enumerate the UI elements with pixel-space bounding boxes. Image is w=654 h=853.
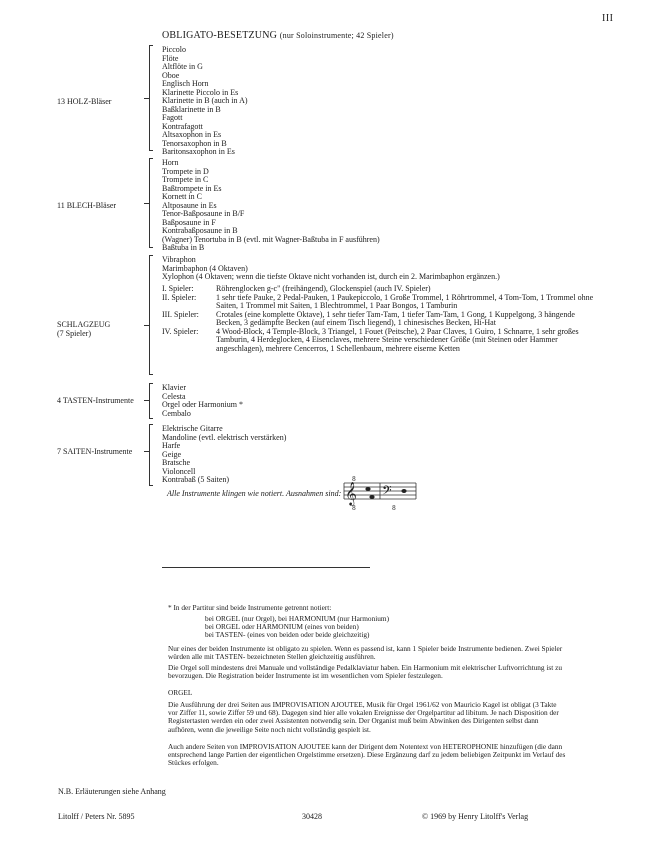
footnote-list [205,615,389,640]
list-item: Englisch Horn [162,79,209,88]
list-item: Baßklarinette in B [162,104,221,114]
percussion-players [162,285,596,353]
player-name: I. Spieler: [162,284,194,293]
player-row [162,294,596,311]
woodwinds-list [162,46,248,157]
footnote-paragraph-4: Auch andere Seiten von IMPROVISATION AJOUTEE kann der Dirigent dem Notentext von HETEROPHONIE hinzufügen (die dann entsprechend lange Partien der eigentlichen Orgelstimme ersetzen). Diese Ergänzung darf zu jedem beliebigen Zeitpunkt im Verlauf des Stückes erfolgen. [168,742,566,768]
publisher-number: Litolff / Peters Nr. 5895 [58,812,135,821]
list-item: Violoncell [162,466,196,476]
strings-brace [149,424,154,486]
list-item: Altsaxophon in Es [162,130,222,139]
page-number: III [602,13,614,24]
svg-text:𝄢: 𝄢 [382,483,392,501]
player-instruments: Röhrenglocken g-c" (freihängend), Glockenspiel (auch IV. Spieler) [216,284,431,293]
svg-text:𝄞: 𝄞 [345,481,357,505]
list-item: Kontrabaßposaune in B [162,226,238,235]
woodwinds-brace [149,45,154,151]
list-item: Fagott [162,113,183,122]
list-item: Baritonsaxophon in Es [162,147,235,156]
nb-note: N.B. Erläuterungen siehe Anhang [58,787,166,796]
player-instruments: 4 Wood-Block, 4 Temple-Block, 3 Triangel, 1 Fouet (Peitsche), 2 Paar Claves, 1 Guiro, 1 Schnarre, 1 sehr großes Tamburin, 4 Herdeglocken, 4 Eisenclaves, mehrere Steine verschiedener Größe (mit Steinen oder Hammer angeschlagen), mehrere Cencerros, 1 Schellenbaum, mehrere eiserne Ketten [216,326,579,353]
list-item: Piccolo [162,45,186,54]
percussion-list [162,256,500,282]
list-item: Klavier [162,383,186,392]
list-item: Elektrische Gitarre [162,424,223,433]
list-item: Kontrafagott [162,121,203,131]
svg-text:8: 8 [352,505,356,511]
keyboards-label: 4 TASTEN-Instrumente [57,396,134,405]
transposition-staff [342,475,418,516]
list-item: Baßtuba in B [162,243,205,252]
brass-brace [149,158,154,248]
list-item: bei ORGEL oder HARMONIUM (eines von beiden) [205,622,359,632]
list-item: Baßposaune in F [162,217,216,227]
list-item: Oboe [162,70,180,80]
strings-list [162,425,286,485]
footnote-paragraph-2: Die Orgel soll mindestens drei Manuale und vollständige Pedalklaviatur haben. Ein Harmonium mit elektrischer Luftvorrichtung ist zu bevorzugen. Die Registration beider Instrumente ist im wesentlichen vom Spieler festzulegen. [168,663,563,681]
list-item: Mandoline (evtl. elektrisch verstärken) [162,432,287,442]
brass-label: 11 BLECH-Bläser [57,201,117,210]
list-item: Flöte [162,53,179,63]
footnote-intro: * In der Partitur sind beide Instrumente getrennt notiert: [168,603,332,612]
list-item: Trompete in D [162,166,209,176]
list-item: Orgel oder Harmonium * [162,400,243,409]
footnote-paragraph-3: Die Ausführung der drei Seiten aus IMPROVISATION AJOUTEE, Musik für Orgel 1961/62 von Mauricio Kagel ist obligat (3 Takte vor Ziffer 11, sowie Ziffer 59 und 68). Dagegen sind hier alle vokalen Ereignisse der Orgelpartitur ad libitum. Je nach Disposition der Registertasten werden ein oder zwei Assistenten notwendig sein. Der Organist muß beim Abwinken des Dirigenten selbst dann aufhören, wenn die jeweilige Seite noch nicht vollständig gespielt ist. [168,700,559,734]
player-instruments: Crotales (eine komplette Oktave), 1 sehr tiefer Tam-Tam, 1 tiefer Tam-Tam, 1 Gong, 1 Kuppelgong, 3 hängende Becken, 3 gedämpfte Becken (auf einem Tisch liegend), 1 chinesisches Becken, Hi-Hat [216,309,575,327]
list-item: bei ORGEL (nur Orgel), bei HARMONIUM (nur Harmonium) [205,614,390,623]
list-item: Horn [162,158,179,167]
title-main: OBLIGATO-BESETZUNG [162,30,278,41]
list-item: Klarinette Piccolo in Es [162,87,239,97]
footnote-divider [162,567,370,568]
brass-list [162,159,380,253]
svg-text:8: 8 [392,505,396,511]
list-item: Harfe [162,441,181,450]
list-item: Altflöte in G [162,62,203,71]
page-title [162,30,394,41]
keyboards-brace [149,383,154,419]
list-item: Altposaune in Es [162,200,217,210]
list-item: Celesta [162,391,186,401]
percussion-label-sub: (7 Spieler) [57,329,91,338]
woodwinds-label: 13 HOLZ-Bläser [57,97,112,106]
list-item: bei TASTEN- (eines von beiden oder beide gleichzeitig) [205,630,370,640]
list-item: Trompete in C [162,175,209,184]
orgel-heading: ORGEL [168,688,193,697]
list-item: Marimbaphon (4 Oktaven) [162,263,248,273]
list-item: Baßtrompete in Es [162,183,222,193]
title-subtitle: (nur Soloinstrumente; 42 Spieler) [279,31,394,40]
transposition-note: Alle Instrumente klingen wie notiert. Ausnahmen sind: [167,489,342,498]
strings-label: 7 SAITEN-Instrumente [57,447,133,456]
percussion-label-main: SCHLAGZEUG [57,320,111,329]
music-staff-icon [342,475,418,511]
list-item: Xylophon (4 Oktaven; wenn die tiefste Oktave nicht vorhanden ist, durch ein 2. Marimbaphon ergänzen.) [162,272,500,281]
list-item: Bratsche [162,458,190,467]
percussion-brace [149,255,154,375]
plate-number: 30428 [302,812,322,821]
player-row [162,311,596,328]
player-instruments: 1 sehr tiefe Pauke, 2 Pedal-Pauken, 1 Paukepiccolo, 1 Große Trommel, 1 Röhrtrommel, 4 Tom-Tom, 1 Trommel ohne Saiten, 1 Trommel mit Saiten, 1 Blechtrommel, 1 Paar Bongos, 1 Tamburin [216,292,594,310]
copyright: © 1969 by Henry Litolff's Verlag [422,812,529,821]
footnote-paragraph-1: Nur eines der beiden Instrumente ist obligato zu spielen. Wenn es passend ist, kann 1 Spieler beide Instrumente bedienen. Zwei Spieler würden alle mit TASTEN- bezeichneten Stellen gleichzeitig ausführen. [168,644,563,662]
player-name: IV. Spieler: [162,326,199,336]
percussion-label [57,320,110,338]
list-item: Kontrabaß (5 Saiten) [162,475,230,484]
list-item: Vibraphon [162,255,196,264]
player-name: II. Spieler: [162,292,197,302]
list-item: Kornett in C [162,192,202,201]
list-item: Cembalo [162,408,191,418]
svg-text:8: 8 [352,476,356,483]
player-name: III. Spieler: [162,309,199,319]
player-row [162,328,596,354]
list-item: Tenorsaxophon in B [162,138,227,148]
list-item: Tenor-Baßposaune in B/F [162,209,245,218]
list-item: Klarinette in B (auch in A) [162,96,248,105]
list-item: Geige [162,449,182,459]
keyboards-list [162,384,243,418]
list-item: (Wagner) Tenortuba in B (evtl. mit Wagner-Baßtuba in F ausführen) [162,234,380,244]
